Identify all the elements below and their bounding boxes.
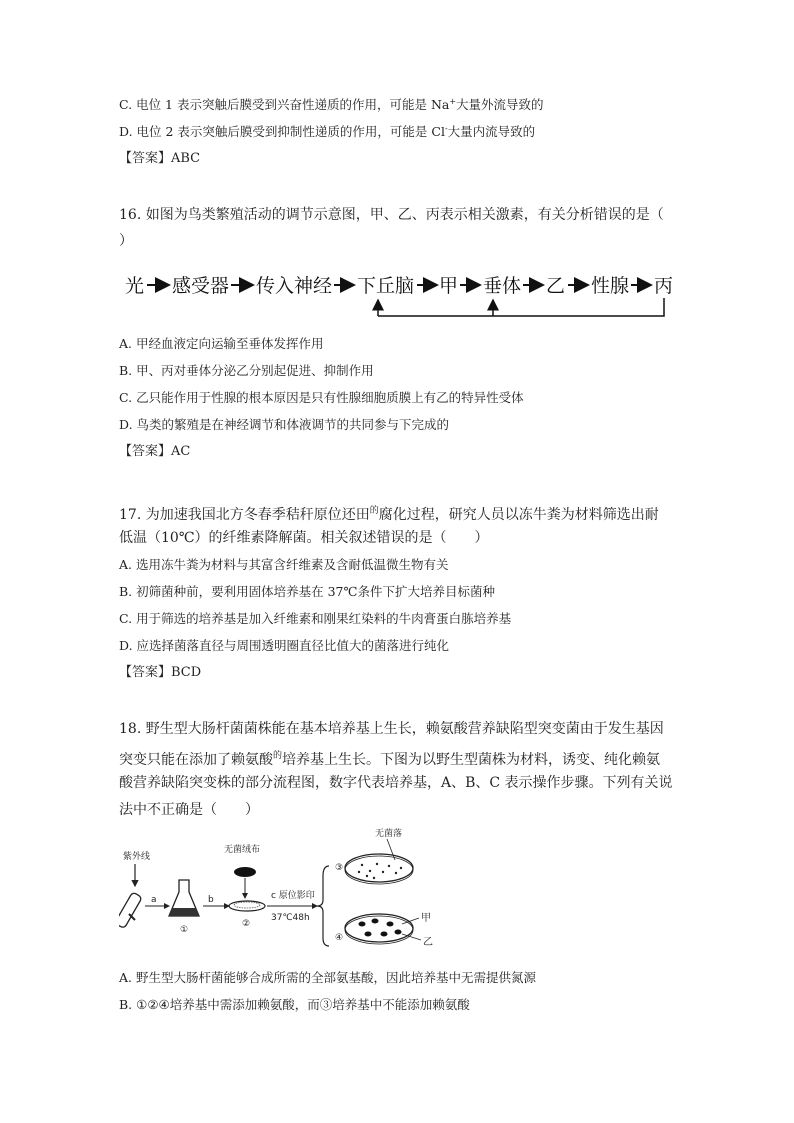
q18-stem-line4: 法中不正确是（ ） (119, 802, 259, 818)
velvet-pad-icon (234, 867, 256, 877)
q16-option-b: B. 甲、丙对垂体分泌乙分别起促进、抑制作用 (119, 363, 374, 378)
no-colony-label: 无菌落 (375, 829, 403, 839)
q15-option-c: C. 电位 1 表示突触后膜受到兴奋性递质的作用，可能是 Na+大量外流导致的 (119, 96, 544, 112)
medium-4-label: ④ (335, 933, 344, 943)
uv-label: 紫外线 (123, 852, 151, 862)
regulation-flow-diagram (119, 270, 679, 326)
q18-option-a: A. 野生型大肠杆菌能够合成所需的全部氨基酸，因此培养基中无需提供氮源 (119, 970, 536, 985)
superscript-minus: - (444, 123, 448, 133)
flow-node-yi: 乙 (546, 275, 566, 297)
plate-2-icon (229, 901, 265, 911)
q17-option-a: A. 选用冻牛粪为材料与其富含纤维素及含耐低温微生物有关 (119, 557, 449, 572)
q15-answer: 【答案】ABC (119, 151, 201, 166)
plate-3-icon (345, 854, 413, 884)
q16-option-d: D. 鸟类的繁殖是在神经调节和体液调节的共同参与下完成的 (119, 417, 450, 432)
medium-3-label: ③ (335, 863, 344, 873)
flow-node-jia: 甲 (439, 275, 459, 297)
q18-stem-line2: 突变只能在添加了赖氨酸$^的$培养基上生长。下图为以野生型菌株为材料，诱变、纯化赖氨 (119, 751, 661, 768)
q17-option-b: B. 初筛菌种前，要利用固体培养基在 37℃条件下扩大培养目标菌种 (119, 584, 495, 599)
q17-stem-line2: 低温（10℃）的纤维素降解菌。相关叙述错误的是（ ） (119, 530, 489, 546)
medium-2-label: ② (242, 919, 251, 929)
q18-option-b: B. ①②④培养基中需添加赖氨酸，而③培养基中不能添加赖氨酸 (119, 997, 470, 1012)
q16-stem-line2: ） (119, 233, 133, 249)
step-c-label: c 原位影印 (271, 891, 315, 901)
split-brace (317, 866, 329, 946)
flask-icon (169, 880, 199, 916)
velvet-label: 无菌绒布 (224, 845, 261, 855)
step-a-label: a (151, 895, 157, 905)
q15-option-d: D. 电位 2 表示突触后膜受到抑制性递质的作用，可能是 Cl-大量内流导致的 (119, 123, 536, 139)
q18-stem-line1: 18. 野生型大肠杆菌菌株能在基本培养基上生长，赖氨酸营养缺陷型突变菌由于发生基因 (119, 721, 664, 737)
q18-stem-line3: 酸营养缺陷突变株的部分流程图，数字代表培养基，A、B、C 表示操作步骤。下列有关说 (119, 775, 673, 791)
incubation-condition: 37℃48h (271, 913, 310, 923)
plate-4-icon (345, 914, 413, 944)
q17-option-d: D. 应选择菌落直径与周围透明圈直径比值大的菌落进行纯化 (119, 638, 450, 653)
colony-jia-label: 甲 (421, 913, 431, 924)
flow-node-gonad: 性腺 (591, 275, 630, 297)
flow-node-light: 光 (125, 275, 145, 297)
mutant-screening-diagram (119, 826, 469, 956)
q16-option-a: A. 甲经血液定向运输至垂体发挥作用 (119, 336, 324, 351)
flow-node-hypothalamus: 下丘脑 (357, 275, 415, 297)
colony-yi-label: 乙 (423, 937, 433, 948)
q17-stem-line1: 17. 为加速我国北方冬春季秸秆原位还田$^的$腐化过程，研究人员以冻牛粪为材料筛选出耐 (119, 506, 659, 523)
medium-1-label: ① (180, 925, 189, 935)
flow-node-bing: 丙 (654, 275, 674, 297)
flow-node-receptor: 感受器 (172, 275, 230, 297)
q17-option-c: C. 用于筛选的培养基是加入纤维素和刚果红染料的牛肉膏蛋白胨培养基 (119, 611, 512, 626)
q17-answer: 【答案】BCD (119, 665, 202, 680)
flow-node-afferent-nerve: 传入神经 (256, 275, 333, 297)
flow-node-pituitary: 垂体 (483, 275, 522, 297)
test-tube-icon (119, 892, 142, 929)
step-b-label: b (208, 895, 214, 905)
q16-stem-line1: 16. 如图为鸟类繁殖活动的调节示意图，甲、乙、丙表示相关激素，有关分析错误的是（ (119, 207, 664, 223)
feedback-line (378, 298, 664, 316)
superscript-plus: + (449, 96, 457, 106)
q16-option-c: C. 乙只能作用于性腺的根本原因是只有性腺细胞质膜上有乙的特异性受体 (119, 390, 524, 405)
q16-answer: 【答案】AC (119, 444, 191, 459)
